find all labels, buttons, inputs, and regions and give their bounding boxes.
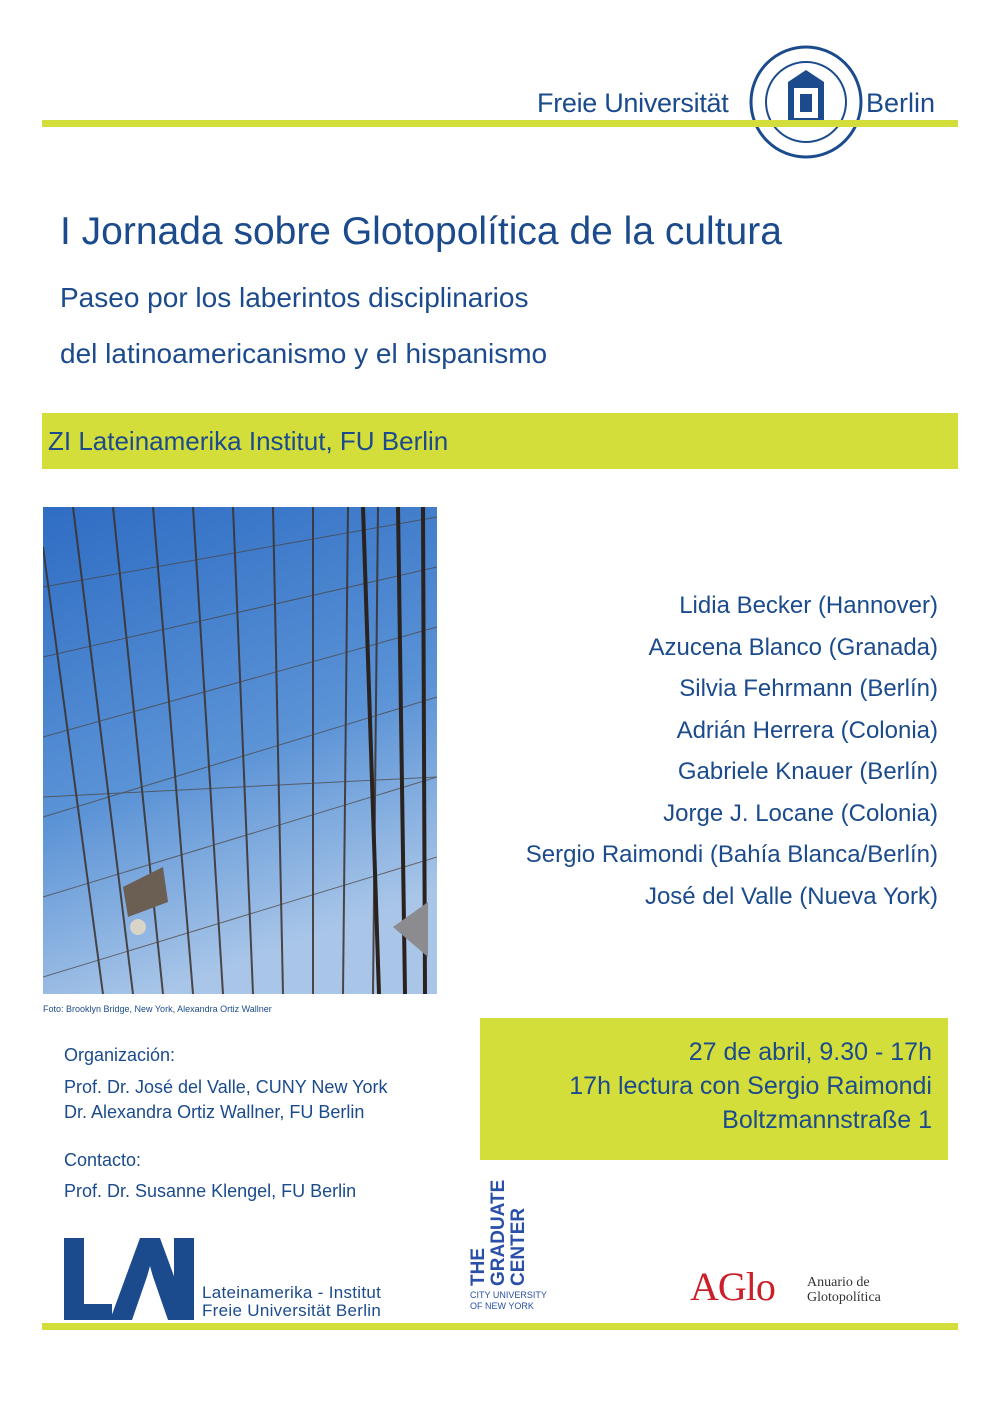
- university-city: Berlin: [866, 88, 936, 118]
- speaker-item: Silvia Fehrmann (Berlín): [679, 675, 938, 702]
- event-subtitle-1: Paseo por los laberintos disciplinarios: [60, 282, 529, 313]
- top-divider: [42, 120, 958, 127]
- venue-banner: [42, 413, 958, 469]
- speaker-item: Sergio Raimondi (Bahía Blanca/Berlín): [525, 841, 938, 868]
- aglo-name-line1: Anuario de: [807, 1275, 870, 1290]
- bridge-photo: [43, 507, 437, 994]
- bottom-divider: [42, 1323, 958, 1330]
- photo-caption: Foto: Brooklyn Bridge, New York, Alexandra Ortiz Wallner: [43, 1004, 272, 1014]
- organization-label: Organización:: [64, 1045, 176, 1065]
- speaker-item: Lidia Becker (Hannover): [679, 592, 938, 619]
- speaker-list: [526, 585, 938, 917]
- speaker-item: Adrián Herrera (Colonia): [676, 716, 938, 744]
- lai-logo-icon: [64, 1238, 194, 1320]
- aglo-name-line2: Glotopolítica: [807, 1290, 881, 1305]
- organizer-2: Dr. Alexandra Ortiz Wallner, FU Berlin: [64, 1102, 365, 1122]
- svg-text:GRADUATE: GRADUATE: [488, 1179, 509, 1286]
- organizer-1: Prof. Dr. José del Valle, CUNY New York: [64, 1077, 388, 1097]
- university-seal-icon: [748, 44, 864, 160]
- aglo-logo-mark: AGlo: [690, 1264, 775, 1309]
- event-title: I Jornada sobre Glotopolítica de la cultura: [60, 210, 782, 253]
- speaker-item: Gabriele Knauer (Berlín): [677, 758, 938, 785]
- venue-text: ZI Lateinamerika Institut, FU Berlin: [48, 426, 449, 456]
- speaker-item: José del Valle (Nueva York): [644, 882, 938, 910]
- gc-subtitle: CITY UNIVERSITY OF NEW YORK: [470, 1290, 547, 1311]
- schedule-date-time: 27 de abril, 9.30 - 17h: [688, 1038, 932, 1066]
- university-name: Freie Universität: [537, 88, 729, 118]
- speaker-item: Azucena Blanco (Granada): [648, 633, 938, 661]
- contact-person: Prof. Dr. Susanne Klengel, FU Berlin: [64, 1181, 357, 1201]
- schedule-box: [480, 1018, 948, 1160]
- svg-text:THE: THE: [468, 1248, 489, 1286]
- schedule-reading: 17h lectura con Sergio Raimondi: [569, 1072, 932, 1100]
- lai-affiliation: Freie Universität Berlin: [202, 1301, 382, 1320]
- speaker-item: Jorge J. Locane (Colonia): [663, 799, 938, 827]
- schedule-address: Boltzmannstraße 1: [722, 1106, 932, 1134]
- event-subtitle-2: del latinoamericanismo y el hispanismo: [60, 338, 548, 369]
- contact-label: Contacto:: [64, 1150, 142, 1170]
- svg-text:CENTER: CENTER: [508, 1207, 529, 1286]
- lai-name: Lateinamerika - Institut: [202, 1283, 382, 1302]
